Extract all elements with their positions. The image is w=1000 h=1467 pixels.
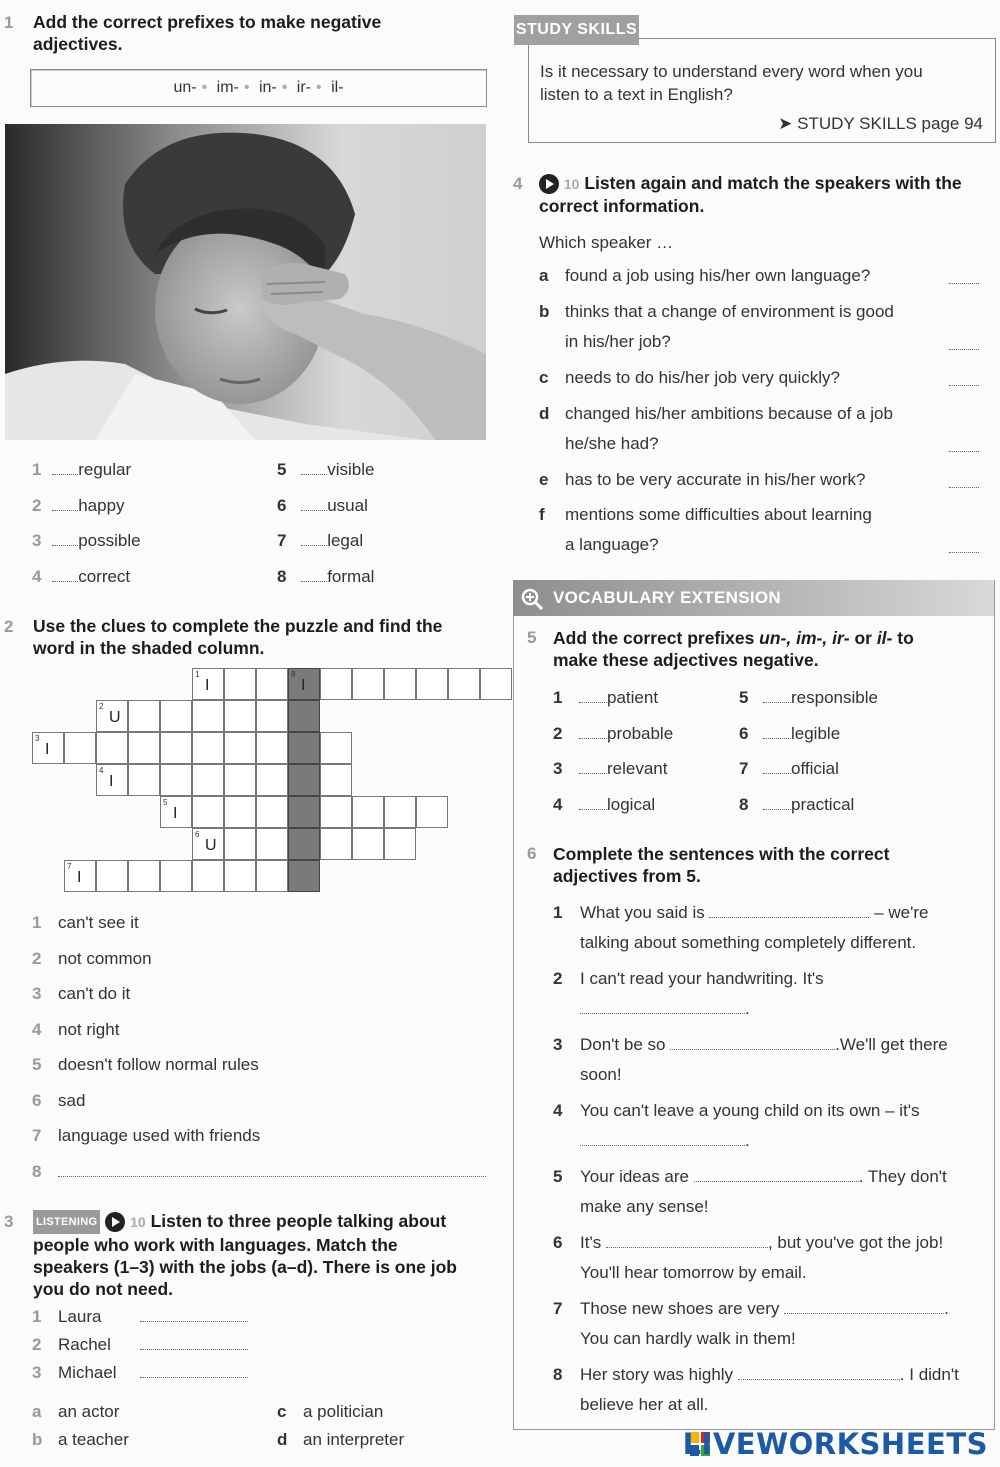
track-number: 10 [563,176,580,192]
crossword-cell[interactable] [480,668,512,700]
crossword-cell[interactable] [256,796,288,828]
crossword-cell[interactable] [256,700,288,732]
vocabulary-title: VOCABULARY EXTENSION [553,588,781,607]
answer-blank[interactable] [52,567,78,582]
sentence-item: 1 What you said is – we're talking about something completely different. [553,903,929,952]
crossword-cell[interactable] [64,732,96,764]
answer-blank[interactable] [579,759,607,774]
list-item: 8 practical [739,795,855,814]
speaker-item: 2 Rachel [32,1335,248,1355]
answer-blank[interactable] [301,460,327,475]
crossword-cell[interactable] [96,860,128,892]
study-skills-text: Is it necessary to understand every word when you listen to a text in English? [540,62,923,104]
study-skills-reference[interactable]: ➤ STUDY SKILLS page 94 [778,114,983,133]
list-item: 3 possible [32,531,141,550]
job-item: d an interpreter [277,1430,405,1449]
crossword-clue-number: 2 [99,702,104,711]
crossword-cell[interactable] [320,764,352,796]
crossword-clue-number: 6 [195,830,200,839]
crossword-cell[interactable] [384,668,416,700]
clue-item: 6 sad [32,1091,86,1110]
crossword-cell[interactable] [320,732,352,764]
crossword-clue-number: 1 [195,670,200,679]
answer-blank[interactable] [140,1335,248,1350]
crossword-cell[interactable] [96,700,128,732]
exercise-3-title: LISTENING 10 Listen to three people talking about people who work with languages. Match the speakers (1–3) with the jobs (a–d). There is one job you do not need. [33,1211,457,1300]
prefix: im- [216,79,239,96]
clue-item: 5 doesn't follow normal rules [32,1055,259,1074]
crossword-shaded-cell[interactable] [288,828,320,860]
crossword-cell[interactable] [384,796,416,828]
crossword-cell[interactable] [320,796,352,828]
play-icon[interactable] [539,174,559,194]
play-icon[interactable] [105,1212,125,1232]
answer-blank[interactable] [694,1181,859,1182]
answer-blank[interactable] [580,1145,745,1146]
crossword-clue-number: 5 [163,798,168,807]
exercise-number: 6 [527,844,537,863]
crossword-cell[interactable] [128,700,160,732]
crossword-cell[interactable] [224,668,256,700]
crossword-cell[interactable] [224,732,256,764]
crossword-clue-number: 8 [291,670,296,679]
crossword-cell[interactable] [32,732,64,764]
exercise-4-intro: Which speaker … [539,233,674,252]
job-item: a an actor [32,1402,120,1421]
crossword-clue-number: 4 [99,766,104,775]
crossword-letter: I [173,805,178,822]
list-item: 2 happy [32,496,125,515]
prefix: un- [173,79,197,96]
crossword-letter: I [45,741,50,758]
magnifier-plus-icon [520,587,544,611]
liveworksheets-watermark: LIVEWORKSHEETS [682,1427,988,1461]
sentence-item: 5 Your ideas are . They don't make any sense! [553,1167,947,1216]
answer-blank[interactable] [949,538,979,553]
list-item: 7 legal [277,531,364,550]
answer-blank[interactable] [301,531,327,546]
crossword-cell[interactable] [224,796,256,828]
crossword-cell[interactable] [192,764,224,796]
answer-blank[interactable] [301,567,327,582]
answer-blank[interactable] [949,371,979,386]
crossword-cell[interactable] [384,828,416,860]
list-item: 2 probable [553,724,674,743]
list-item: 5 visible [277,460,375,479]
list-item: 1 patient [553,688,659,707]
answer-blank[interactable] [52,460,78,475]
list-item: c needs to do his/her job very quickly? [539,363,979,393]
exercise-4-title: 10 Listen again and match the speakers with the correct information. [539,173,962,216]
answer-blank[interactable] [579,688,607,703]
exercise-number: 2 [4,617,14,636]
crossword-cell[interactable] [96,732,128,764]
crossword-shaded-cell[interactable] [288,668,320,700]
list-item: 4 logical [553,795,656,814]
exercise-2-title: Use the clues to complete the puzzle and find the word in the shaded column. [33,616,443,658]
crossword-cell[interactable] [160,732,192,764]
list-item: f mentions some difficulties about learning a language? [539,500,979,560]
crossword-cell[interactable] [128,732,160,764]
sentence-item: 3 Don't be so .We'll get there soon! [553,1035,948,1084]
crossword-cell[interactable] [128,860,160,892]
answer-blank[interactable] [579,724,607,739]
clue-item: 4 not right [32,1020,120,1039]
answer-blank[interactable] [763,724,791,739]
answer-blank[interactable] [606,1247,768,1248]
list-item: b thinks that a change of environment is good in his/her job? [539,297,979,357]
answer-blank[interactable] [52,496,78,511]
exercise-5-title: Add the correct prefixes un-, im-, ir- or il- to make these adjectives negative. [553,628,914,670]
crossword-cell[interactable] [320,668,352,700]
crossword-cell[interactable] [256,732,288,764]
listening-badge: LISTENING [33,1210,100,1234]
list-item: 6 legible [739,724,841,743]
track-number: 10 [130,1214,146,1230]
crossword-cell[interactable] [224,828,256,860]
crossword-cell[interactable] [224,700,256,732]
crossword-cell[interactable] [256,764,288,796]
crossword-cell[interactable] [352,796,384,828]
speaker-item: 1 Laura [32,1307,248,1327]
crossword-letter: U [205,837,217,854]
list-item: 7 official [739,759,839,778]
prefix: in- [258,79,277,96]
job-item: c a politician [277,1402,384,1421]
prefix-box: un- • im- • in- • ir- • il- [30,69,487,107]
list-item: 5 responsible [739,688,878,707]
crossword-cell[interactable] [192,796,224,828]
crossword-shaded-cell[interactable] [288,700,320,732]
answer-blank[interactable] [140,1307,248,1322]
list-item: 4 correct [32,567,131,586]
crossword-cell[interactable] [160,796,192,828]
crossword-shaded-cell[interactable] [288,764,320,796]
list-item: e has to be very accurate in his/her work? [539,465,979,495]
crossword-cell[interactable] [224,860,256,892]
crossword-cell[interactable] [160,700,192,732]
prefix: ir- [296,79,312,96]
clue-item: 1 can't see it [32,913,139,932]
crossword-shaded-cell[interactable] [288,732,320,764]
crossword-cell[interactable] [192,732,224,764]
sentence-item: 6 It's , but you've got the job! You'll hear tomorrow by email. [553,1233,944,1282]
crossword-cell[interactable] [192,860,224,892]
answer-blank[interactable] [58,1162,486,1177]
crossword-cell[interactable] [256,860,288,892]
crossword-cell[interactable] [192,668,224,700]
answer-blank[interactable] [763,795,791,810]
crossword-cell[interactable] [160,860,192,892]
answer-blank[interactable] [949,269,979,284]
list-item: a found a job using his/her own language? [539,261,979,291]
list-item: 3 relevant [553,759,668,778]
exercise-number: 5 [527,628,537,647]
crossword-letter: I [205,677,210,694]
crossword-cell[interactable] [128,764,160,796]
crossword-letter: I [301,677,306,694]
exercise-number: 1 [4,13,14,32]
answer-blank[interactable] [763,759,791,774]
sentence-item: 2 I can't read your handwriting. It's . [553,969,824,1018]
answer-blank[interactable] [949,335,979,350]
crossword-cell[interactable] [160,764,192,796]
sentence-item: 7 Those new shoes are very . You can hardly walk in them! [553,1299,949,1348]
answer-blank[interactable] [579,795,607,810]
photo-boy-thinking [5,124,486,440]
crossword-cell[interactable] [256,668,288,700]
exercise-6-title: Complete the sentences with the correct adjectives from 5. [553,844,890,886]
crossword-cell[interactable] [416,668,448,700]
answer-blank[interactable] [52,531,78,546]
answer-blank[interactable] [763,688,791,703]
crossword-letter: U [109,709,121,726]
photo-image [5,124,486,440]
list-item: 6 usual [277,496,368,515]
answer-blank[interactable] [580,1013,745,1014]
crossword-cell[interactable] [96,764,128,796]
crossword-cell[interactable] [192,828,224,860]
clue-item: 2 not common [32,949,152,968]
crossword-cell[interactable] [352,828,384,860]
prefix: il- [331,79,344,96]
crossword-clue-number: 7 [67,862,72,871]
exercise-number: 3 [4,1212,14,1231]
answer-blank[interactable] [709,917,869,918]
crossword-shaded-cell[interactable] [288,860,320,892]
crossword-letter: I [109,773,114,790]
list-item: d changed his/her ambitions because of a job he/she had? [539,399,979,459]
answer-blank[interactable] [301,496,327,511]
exercise-1-title: Add the correct prefixes to make negative adjectives. [33,12,382,54]
answer-blank[interactable] [949,473,979,488]
sentence-item: 4 You can't leave a young child on its own – it's . [553,1101,920,1150]
speaker-item: 3 Michael [32,1363,248,1383]
crossword-cell[interactable] [256,828,288,860]
answer-blank[interactable] [738,1379,900,1380]
crossword-cell[interactable] [320,828,352,860]
answer-blank[interactable] [949,437,979,452]
crossword-cell[interactable] [352,668,384,700]
clue-item: 3 can't do it [32,984,131,1003]
crossword-cell[interactable] [224,764,256,796]
clue-item: 8 [32,1162,487,1182]
crossword-cell[interactable] [192,700,224,732]
answer-blank[interactable] [670,1049,835,1050]
answer-blank[interactable] [784,1313,944,1314]
crossword-letter: I [77,869,82,886]
crossword-cell[interactable] [416,796,448,828]
answer-blank[interactable] [140,1363,248,1378]
job-item: b a teacher [32,1430,129,1449]
crossword-cell[interactable] [448,668,480,700]
exercise-number: 4 [513,174,523,193]
list-item: 8 formal [277,567,375,586]
sentence-item: 8 Her story was highly . I didn't believe her at all. [553,1365,959,1414]
clue-item: 7 language used with friends [32,1126,261,1145]
crossword-shaded-cell[interactable] [288,796,320,828]
list-item: 1 regular [32,460,132,479]
crossword-clue-number: 3 [35,734,40,743]
study-skills-label: STUDY SKILLS [514,15,639,45]
crossword-cell[interactable] [64,860,96,892]
